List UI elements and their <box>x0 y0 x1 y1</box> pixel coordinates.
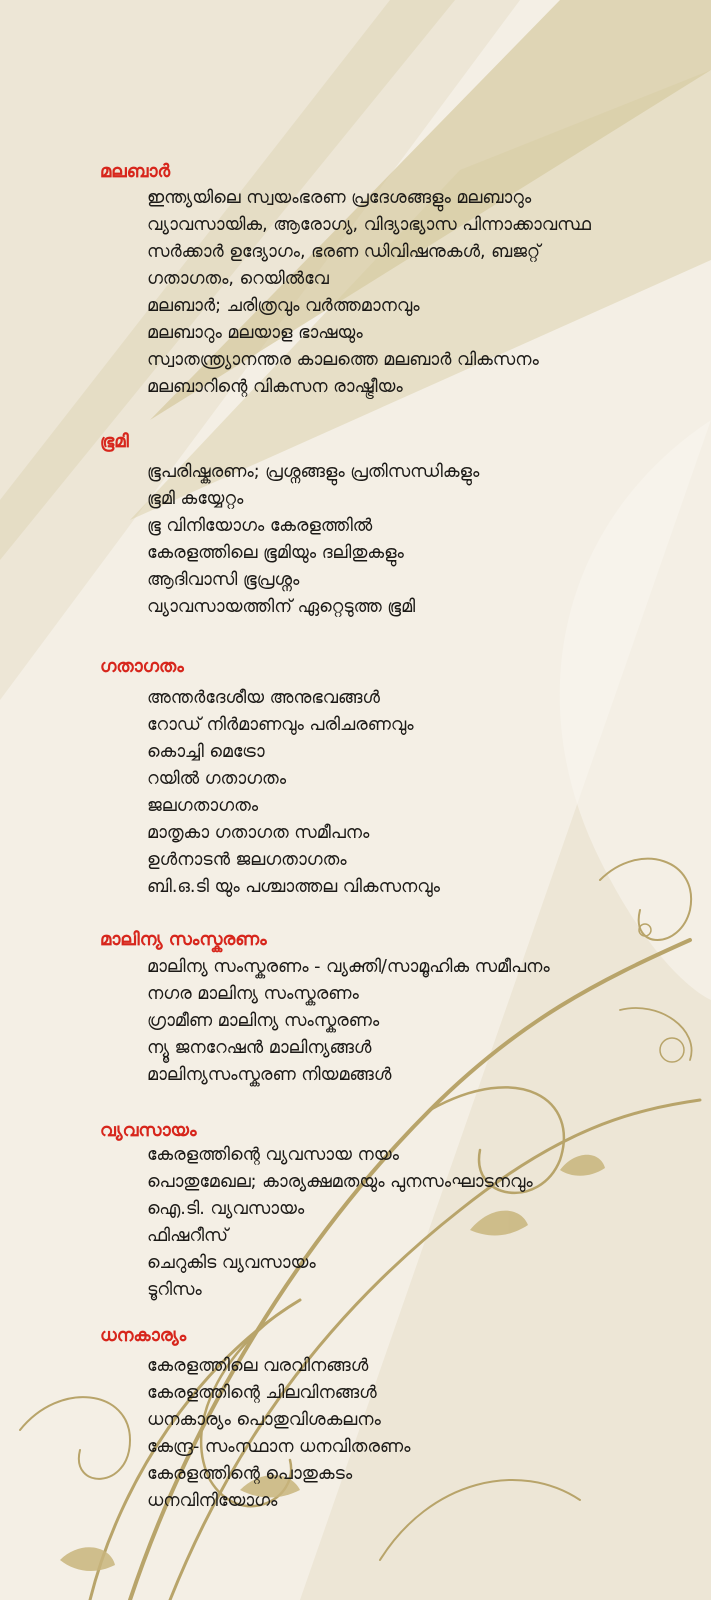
list-item: ചെറുകിട വ്യവസായം <box>147 1253 316 1273</box>
list-item: മാലിന്യസംസ്കരണ നിയമങ്ങൾ <box>147 1065 392 1085</box>
topic-items <box>147 954 550 1089</box>
topic-items <box>147 1142 533 1304</box>
list-item: ഇന്ത്യയിലെ സ്വയംഭരണ പ്രദേശങ്ങളും മലബാറും <box>147 188 532 208</box>
list-item: റോഡ് നിർമാണവും പരിചരണവും <box>147 715 414 735</box>
list-item: കൊച്ചി മെട്രോ <box>147 742 265 762</box>
list-item: കേന്ദ്ര- സംസ്ഥാന ധനവിതരണം <box>147 1437 411 1457</box>
list-item: കേരളത്തിലെ ഭൂമിയും ദലിതുകളും <box>147 543 404 563</box>
list-item: ജലഗതാഗതം <box>147 796 259 816</box>
list-item: ആദിവാസി ഭൂപ്രശ്നം <box>147 570 300 590</box>
list-item: ഗതാഗതം, റെയിൽവേ <box>147 269 329 289</box>
list-item: മാതൃകാ ഗതാഗത സമീപനം <box>147 823 370 843</box>
list-item: ഭൂ വിനിയോഗം കേരളത്തിൽ <box>147 516 373 536</box>
list-item: മലബാർ; ചരിത്രവും വർത്തമാനവും <box>147 296 420 316</box>
list-item: ഗ്രാമീണ മാലിന്യ സംസ്കരണം <box>147 1011 380 1031</box>
list-item: ഭൂമി കയ്യേറ്റം <box>147 489 244 509</box>
list-item: ന്യൂ ജനറേഷൻ മാലിന്യങ്ങൾ <box>147 1038 372 1058</box>
list-item: ഫിഷറീസ് <box>147 1226 229 1246</box>
section-heading: ഭൂമി <box>100 431 129 452</box>
topic-items <box>147 1353 410 1515</box>
list-item: ധനവിനിയോഗം <box>147 1491 278 1511</box>
section-heading: വ്യവസായം <box>100 1120 197 1141</box>
list-item: സ്വാതന്ത്ര്യാനന്തര കാലത്തെ മലബാർ വികസനം <box>147 350 539 370</box>
list-item: കേരളത്തിന്റെ പൊതുകടം <box>147 1464 353 1484</box>
list-item: അന്തർദേശീയ അനുഭവങ്ങൾ <box>147 688 380 708</box>
section-heading: ഗതാഗതം <box>100 656 184 677</box>
section-heading: മാലിന്യ സംസ്കരണം <box>100 929 267 950</box>
list-item: ഐ.ടി. വ്യവസായം <box>147 1199 305 1219</box>
list-item: കേരളത്തിലെ വരവിനങ്ങൾ <box>147 1356 369 1376</box>
topic-items <box>147 685 440 901</box>
topic-items <box>147 459 479 621</box>
list-item: പൊതുമേഖല; കാര്യക്ഷമതയും പുനസംഘാടനവും <box>147 1172 533 1192</box>
list-item: നഗര മാലിന്യ സംസ്കരണം <box>147 984 359 1004</box>
list-item: ബി.ഒ.ടി യും പശ്ചാത്തല വികസനവും <box>147 877 440 897</box>
section-heading: മലബാർ <box>100 161 171 182</box>
list-item: ഭൂപരിഷ്കരണം; പ്രശ്നങ്ങളും പ്രതിസന്ധികളും <box>147 462 480 482</box>
list-item: മാലിന്യ സംസ്കരണം - വ്യക്തി/സാമൂഹിക സമീപനം <box>147 957 550 977</box>
list-item: റയിൽ ഗതാഗതം <box>147 769 287 789</box>
list-item: ഉൾനാടൻ ജലഗതാഗതം <box>147 850 347 870</box>
list-item: വ്യാവസായത്തിന് ഏറ്റെടുത്ത ഭൂമി <box>147 597 416 617</box>
list-item: ധനകാര്യം പൊതുവിശകലനം <box>147 1410 381 1430</box>
list-item: ടൂറിസം <box>147 1280 202 1300</box>
topic-items <box>147 185 591 401</box>
list-item: മലബാറിന്റെ വികസന രാഷ്ട്രീയം <box>147 377 403 397</box>
list-item: മലബാറും മലയാള ഭാഷയും <box>147 323 363 343</box>
list-item: കേരളത്തിന്റെ വ്യവസായ നയം <box>147 1145 399 1165</box>
list-item: സർക്കാർ ഉദ്യോഗം, ഭരണ ഡിവിഷനുകൾ, ബജറ്റ് <box>147 242 541 262</box>
list-item: കേരളത്തിന്റെ ചിലവിനങ്ങൾ <box>147 1383 377 1403</box>
list-item: വ്യാവസായിക, ആരോഗ്യ, വിദ്യാഭ്യാസ പിന്നാക്കാവസ്ഥ <box>147 215 591 235</box>
section-heading: ധനകാര്യം <box>100 1325 187 1346</box>
